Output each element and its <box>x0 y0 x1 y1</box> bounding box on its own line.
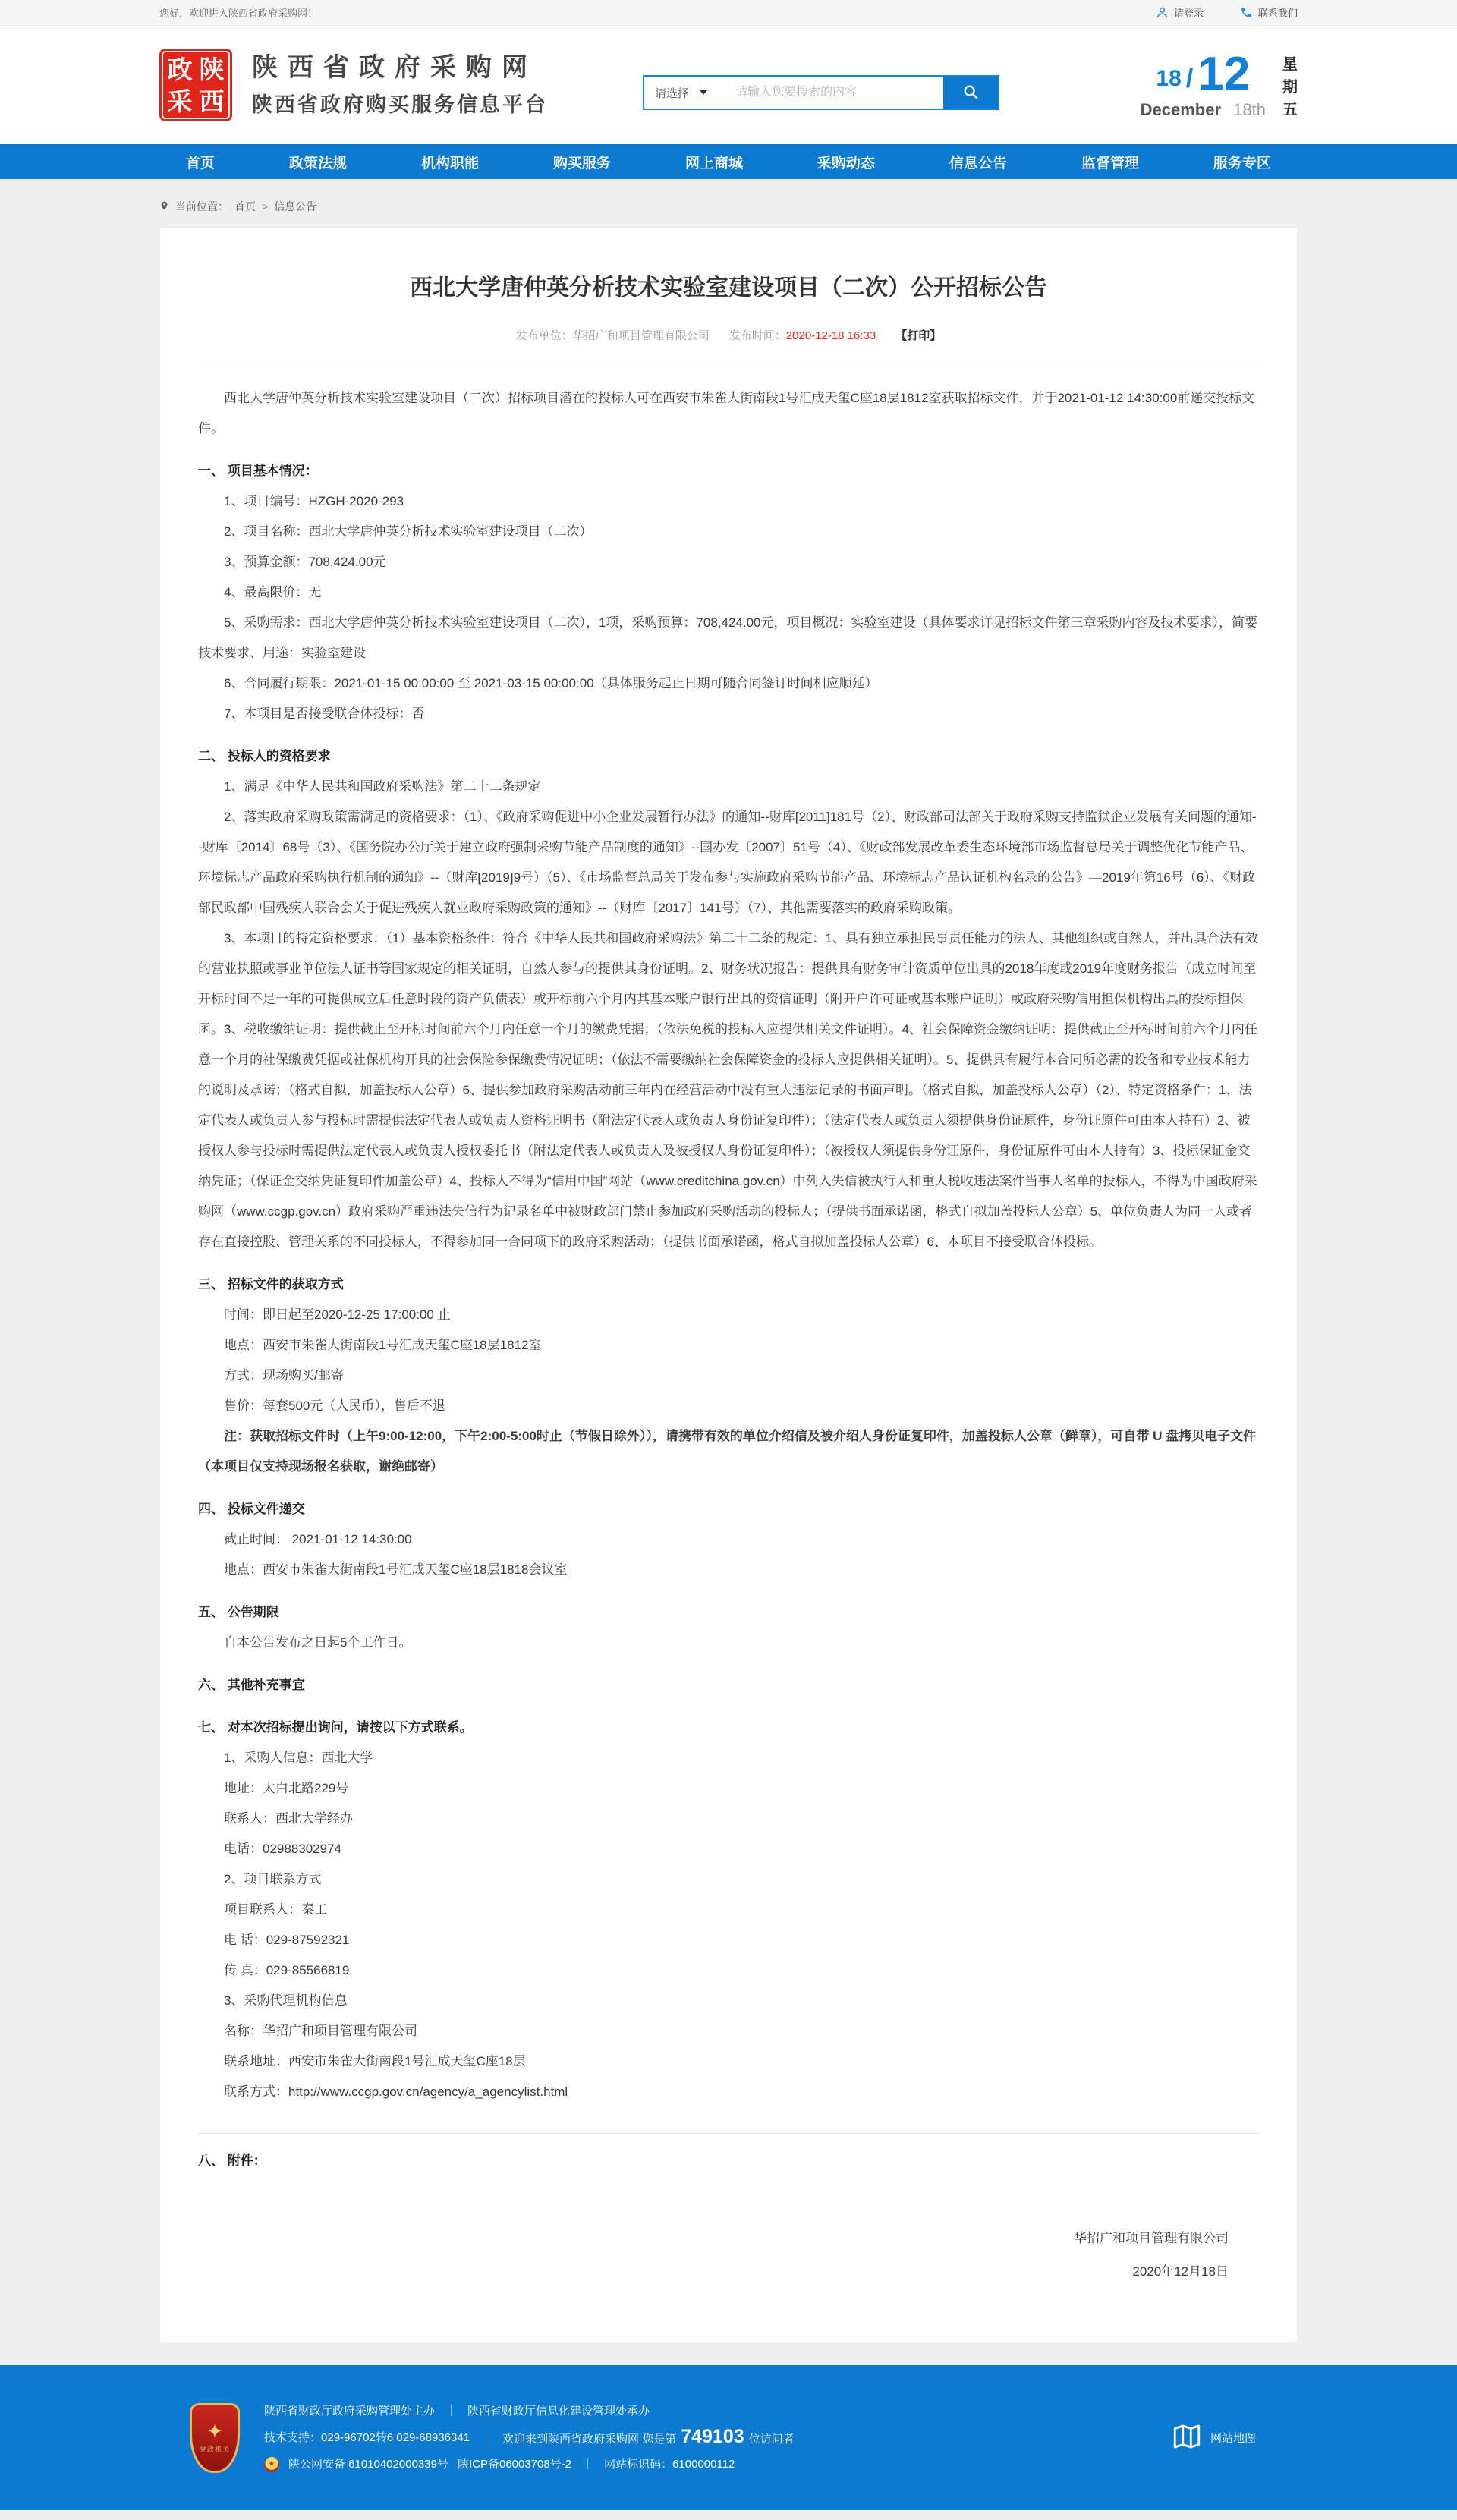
tech-support-label: 技术支持： <box>264 2430 322 2444</box>
main-nav <box>159 144 1298 179</box>
divider <box>198 2133 1259 2134</box>
section-heading: 四、 投标文件递交 <box>198 1502 305 1516</box>
logo-char: 西 <box>199 87 225 115</box>
paragraph: 4、最高限价：无 <box>224 585 322 599</box>
site-subtitle: 陕西省政府购买服务信息平台 <box>252 93 548 116</box>
section-heading: 六、 其他补充事宜 <box>198 1678 305 1692</box>
publish-time-label: 发布时间： <box>728 329 786 342</box>
chevron-down-icon <box>700 90 707 95</box>
sitemap-label: 网站地图 <box>1210 2432 1256 2445</box>
article-body <box>198 383 1259 2176</box>
signature-date: 2020年12月18日 <box>1132 2264 1229 2279</box>
publisher-label: 发布单位： <box>515 329 573 342</box>
paragraph: 传 真：029-85566819 <box>224 1963 350 1977</box>
paragraph: 方式：现场购买/邮寄 <box>224 1368 344 1383</box>
search-button[interactable] <box>943 77 998 109</box>
paragraph: 2、项目联系方式 <box>224 1872 322 1886</box>
paragraph: 7、本项目是否接受联合体投标：否 <box>224 706 425 721</box>
welcome-text: 您好，欢迎进入陕西省政府采购网！ <box>159 8 318 19</box>
sitemap-button[interactable] <box>1171 2421 1256 2456</box>
login-link[interactable] <box>1156 5 1204 20</box>
search-icon <box>962 83 979 102</box>
paragraph: 电话：02988302974 <box>224 1842 342 1856</box>
paragraph: 1、满足《中华人民共和国政府采购法》第二十二条规定 <box>224 779 541 794</box>
logo-char: 政 <box>167 55 193 83</box>
nav-item[interactable]: 机构职能 <box>420 155 479 171</box>
logo-char: 采 <box>167 87 193 115</box>
paragraph: 地点：西安市朱雀大街南段1号汇成天玺C座18层1818会议室 <box>224 1562 568 1577</box>
tech-support-phones: 029-96702转6 029-68936341 <box>321 2430 470 2444</box>
paragraph: 5、采购需求：西北大学唐仲英分析技术实验室建设项目（二次），1项，采购预算：708,424.00元，项目概况：实验室建设（具体要求详见招标文件第三章采购内容及技术要求），简要技术要求、用途：实验室建设 <box>198 615 1257 660</box>
badge-emblem-icon: ✦ <box>206 2420 223 2443</box>
section-heading: 一、 项目基本情况： <box>198 464 318 478</box>
paragraph: 2、项目名称：西北大学唐仲英分析技术实验室建设项目（二次） <box>224 524 593 539</box>
nav-item[interactable]: 购买服务 <box>552 155 611 171</box>
paragraph: 6、合同履行期限：2021-01-15 00:00:00 至 2021-03-15 00:00:00（具体服务起止日期可随合同签订时间相应顺延） <box>224 676 878 691</box>
signature-block <box>198 2222 1259 2289</box>
print-button[interactable]: 【打印】 <box>895 329 942 342</box>
weekday-char: 星 <box>1282 56 1298 73</box>
paragraph: 项目联系人：秦工 <box>224 1902 327 1917</box>
footer-line-support <box>264 2427 795 2449</box>
weekday <box>1282 55 1298 119</box>
map-icon <box>1171 2421 1203 2456</box>
section-heading: 二、 投标人的资格要求 <box>198 749 331 763</box>
login-label: 请登录 <box>1173 8 1204 19</box>
paragraph: 2、落实政府采购政策需满足的资格要求：（1）、《政府采购促进中小企业发展暂行办法》的通知--财库[2011]181号（2）、财政部司法部关于政府采购支持监狱企业发展有关问题的通知--财库〔2014〕68号（3）、《国务院办公厅关于建立政府强制采购节能产品制度的通知》--国办发〔2007〕51号（4）、《财政部发展改革委生态环境部市场监督总局关于调整优化节能产品、环境标志产品政府采购执行机制的通知》--（财库[2019]9号）（5）、《市场监督总局关于发布参与实施政府采购节能产品、环境标志产品认证机构名录的公告》—2019年第16号（6）、《财政部民政部中国残疾人联合会关于促进残疾人就业政府采购政策的通知》--（财库〔2017〕141号）（7）、其他需要落实的政府采购政策。 <box>198 810 1257 915</box>
badge-label: 党政机关 <box>199 2446 230 2453</box>
publisher-value: 华招广和项目管理有限公司 <box>572 329 710 342</box>
date-widget <box>1140 47 1298 121</box>
date-ordinal: 18th <box>1233 100 1266 120</box>
security-record-link[interactable]: 陕公网安备 61010402000339号 <box>288 2457 448 2471</box>
nav-item[interactable]: 信息公告 <box>949 155 1007 171</box>
paragraph: 自本公告发布之日起5个工作日。 <box>224 1635 412 1650</box>
government-badge-icon <box>190 2403 240 2473</box>
paragraph: 3、预算金额：708,424.00元 <box>224 555 386 569</box>
paragraph: 1、项目编号：HZGH-2020-293 <box>224 494 404 508</box>
icp-record-link[interactable]: 陕ICP备06003708号-2 <box>457 2457 572 2471</box>
paragraph: 售价：每套500元（人民币），售后不退 <box>224 1398 445 1413</box>
search-box <box>643 75 999 110</box>
paragraph: 注：获取招标文件时（上午9:00-12:00，下午2:00-5:00时止（节假日除外）），请携带有效的单位介绍信及被介绍人身份证复印件，加盖投标人公章（鲜章），可自带 U 盘拷贝电子文件（本项目仅支持现场报名获取，谢绝邮寄） <box>198 1429 1257 1474</box>
date-month-name: December <box>1140 100 1222 120</box>
footer-divider: ｜ <box>480 2430 492 2444</box>
paragraph: 截止时间： 2021-01-12 14:30:00 <box>224 1532 412 1546</box>
main-nav-bar <box>0 144 1457 179</box>
signature-company: 华招广和项目管理有限公司 <box>1074 2231 1229 2245</box>
visitor-count: 749103 <box>681 2425 744 2447</box>
paragraph: 地址：太白北路229号 <box>224 1781 349 1795</box>
breadcrumb-home[interactable]: 首页 <box>234 200 256 212</box>
paragraph: 电 话：029-87592321 <box>224 1933 350 1947</box>
search-select-label: 请选择 <box>655 87 690 100</box>
page-title: 西北大学唐仲英分析技术实验室建设项目（二次）公开招标公告 <box>410 275 1047 300</box>
section-heading: 五、 公告期限 <box>198 1605 279 1619</box>
search-input[interactable] <box>729 77 943 109</box>
paragraph: 名称：华招广和项目管理有限公司 <box>224 2024 417 2038</box>
footer-host: 陕西省财政厅政府采购管理处主办 <box>264 2404 436 2418</box>
site-code: 网站标识码：6100000112 <box>604 2457 735 2471</box>
footer-divider: ｜ <box>445 2404 458 2418</box>
visitor-welcome: 欢迎来到陕西省政府采购网 您是第 749103 位访问者 <box>502 2425 795 2447</box>
date-month: 12 <box>1197 47 1251 100</box>
nav-item[interactable]: 网上商城 <box>684 155 743 171</box>
location-pin-icon <box>159 200 169 214</box>
topbar <box>0 0 1457 26</box>
national-emblem-icon: ★ <box>264 2457 279 2472</box>
breadcrumb-label: 当前位置： <box>175 200 228 212</box>
contact-link[interactable] <box>1240 5 1298 20</box>
paragraph: 联系方式：http://www.ccgp.gov.cn/agency/a_agencylist.html <box>224 2084 568 2099</box>
breadcrumb-current[interactable]: 信息公告 <box>274 200 317 212</box>
paragraph: 3、采购代理机构信息 <box>224 1993 348 2008</box>
footer-divider: ｜ <box>582 2457 594 2471</box>
nav-item[interactable]: 政策法规 <box>288 155 347 171</box>
user-icon <box>1156 6 1169 19</box>
weekday-char: 期 <box>1282 79 1298 96</box>
section-heading: 七、 对本次招标提出询问，请按以下方式联系。 <box>198 1720 473 1735</box>
paragraph: 联系地址：西安市朱雀大街南段1号汇成天玺C座18层 <box>224 2054 526 2069</box>
search-category-select[interactable] <box>644 77 729 109</box>
paragraph: 1、采购人信息：西北大学 <box>224 1751 373 1765</box>
footer-line-hosts <box>264 2402 795 2421</box>
nav-item[interactable]: 首页 <box>186 155 216 171</box>
paragraph: 时间：即日起至2020-12-25 17:00:00 止 <box>224 1307 451 1322</box>
site-logo[interactable] <box>159 49 232 121</box>
footer <box>0 2365 1457 2510</box>
announcement-card <box>159 228 1298 2342</box>
breadcrumb <box>0 179 1457 217</box>
paragraph: 地点：西安市朱雀大街南段1号汇成天玺C座18层1812室 <box>224 1338 542 1352</box>
section-heading: 三、 招标文件的获取方式 <box>198 1277 344 1291</box>
paragraph: 联系人：西北大学经办 <box>224 1811 353 1826</box>
header <box>0 26 1457 144</box>
section-heading: 八、 附件： <box>198 2153 266 2168</box>
contact-label: 联系我们 <box>1257 8 1298 19</box>
date-day: 18 <box>1156 66 1182 92</box>
site-name: 陕西省政府采购网 <box>252 53 537 83</box>
weekday-char: 五 <box>1282 102 1298 118</box>
article-meta <box>198 327 1259 363</box>
nav-item[interactable]: 采购动态 <box>817 155 875 171</box>
date-slash: / <box>1185 64 1194 94</box>
paragraph: 3、本项目的特定资格要求：（1）基本资格条件：符合《中华人民共和国政府采购法》第二十二条的规定：1、具有独立承担民事责任能力的法人、其他组织或自然人，并出具合法有效的营业执照或事业单位法人证书等国家规定的相关证明，自然人参与的提供其身份证明。2、财务状况报告：提供具有财务审计资质单位出具的2018年度或2019年度财务报告（成立时间至开标时间不足一年的可提供成立后任意时段的资产负债表）或开标前六个月内其基本账户银行出具的资信证明（附开户许可证或基本账户证明）或政府采购信用担保机构出具的投标担保函。3、税收缴纳证明：提供截止至开标时间前六个月内任意一个月的缴费凭据；（依法免税的投标人应提供相关文件证明）。4、社会保障资金缴纳证明：提供截止至开标时间前六个月内任意一个月的社保缴费凭据或社保机构开具的社会保险参保缴费情况证明；（依法不需要缴纳社会保障资金的投标人应提供相关证明）。5、提供具有履行本合同所必需的设备和专业技术能力的说明及承诺；（格式自拟，加盖投标人公章）6、提供参加政府采购活动前三年内在经营活动中没有重大违法记录的书面声明。（格式自拟，加盖投标人公章）（2）、特定资格条件：1、法定代表人或负责人参与投标时需提供法定代表人或负责人资格证明书（附法定代表人或负责人身份证复印件）；（法定代表人或负责人须提供身份证原件，身份证原件可由本人持有）2、被授权人参与投标时需提供法定代表人或负责人授权委托书（附法定代表人或负责人及被授权人身份证复印件）；（被授权人须提供身份证原件，身份证原件可由本人持有）3、投标保证金交纳凭证；（保证金交纳凭证复印件加盖公章）4、投标人不得为“信用中国”网站（www.creditchina.gov.cn）中列入失信被执行人和重大税收违法案件当事人名单的投标人，不得为中国政府采购网（www.ccgp.gov.cn）政府采购严重违法失信行为记录名单中被财政部门禁止参加政府采购活动的投标人；（提供书面承诺函，格式自拟加盖投标人公章）5、单位负责人为同一人或者存在直接控股、管理关系的不同投标人，不得参加同一合同项下的政府采购活动；（提供书面承诺函，格式自拟加盖投标人公章）6、本项目不接受联合体投标。 <box>198 931 1258 1249</box>
phone-icon <box>1240 6 1253 19</box>
logo-char: 陕 <box>199 55 225 83</box>
nav-item[interactable]: 服务专区 <box>1213 155 1271 171</box>
publish-time-value: 2020-12-18 16:33 <box>785 329 876 342</box>
nav-item[interactable]: 监督管理 <box>1081 155 1139 171</box>
breadcrumb-separator: > <box>262 200 269 212</box>
paragraph: 西北大学唐仲英分析技术实验室建设项目（二次）招标项目潜在的投标人可在西安市朱雀大街南段1号汇成天玺C座18层1812室获取招标文件，并于2021-01-12 14:30:00前递交投标文件。 <box>198 391 1255 436</box>
footer-line-records <box>264 2456 795 2474</box>
footer-cohost: 陕西省财政厅信息化建设管理处承办 <box>467 2404 650 2418</box>
